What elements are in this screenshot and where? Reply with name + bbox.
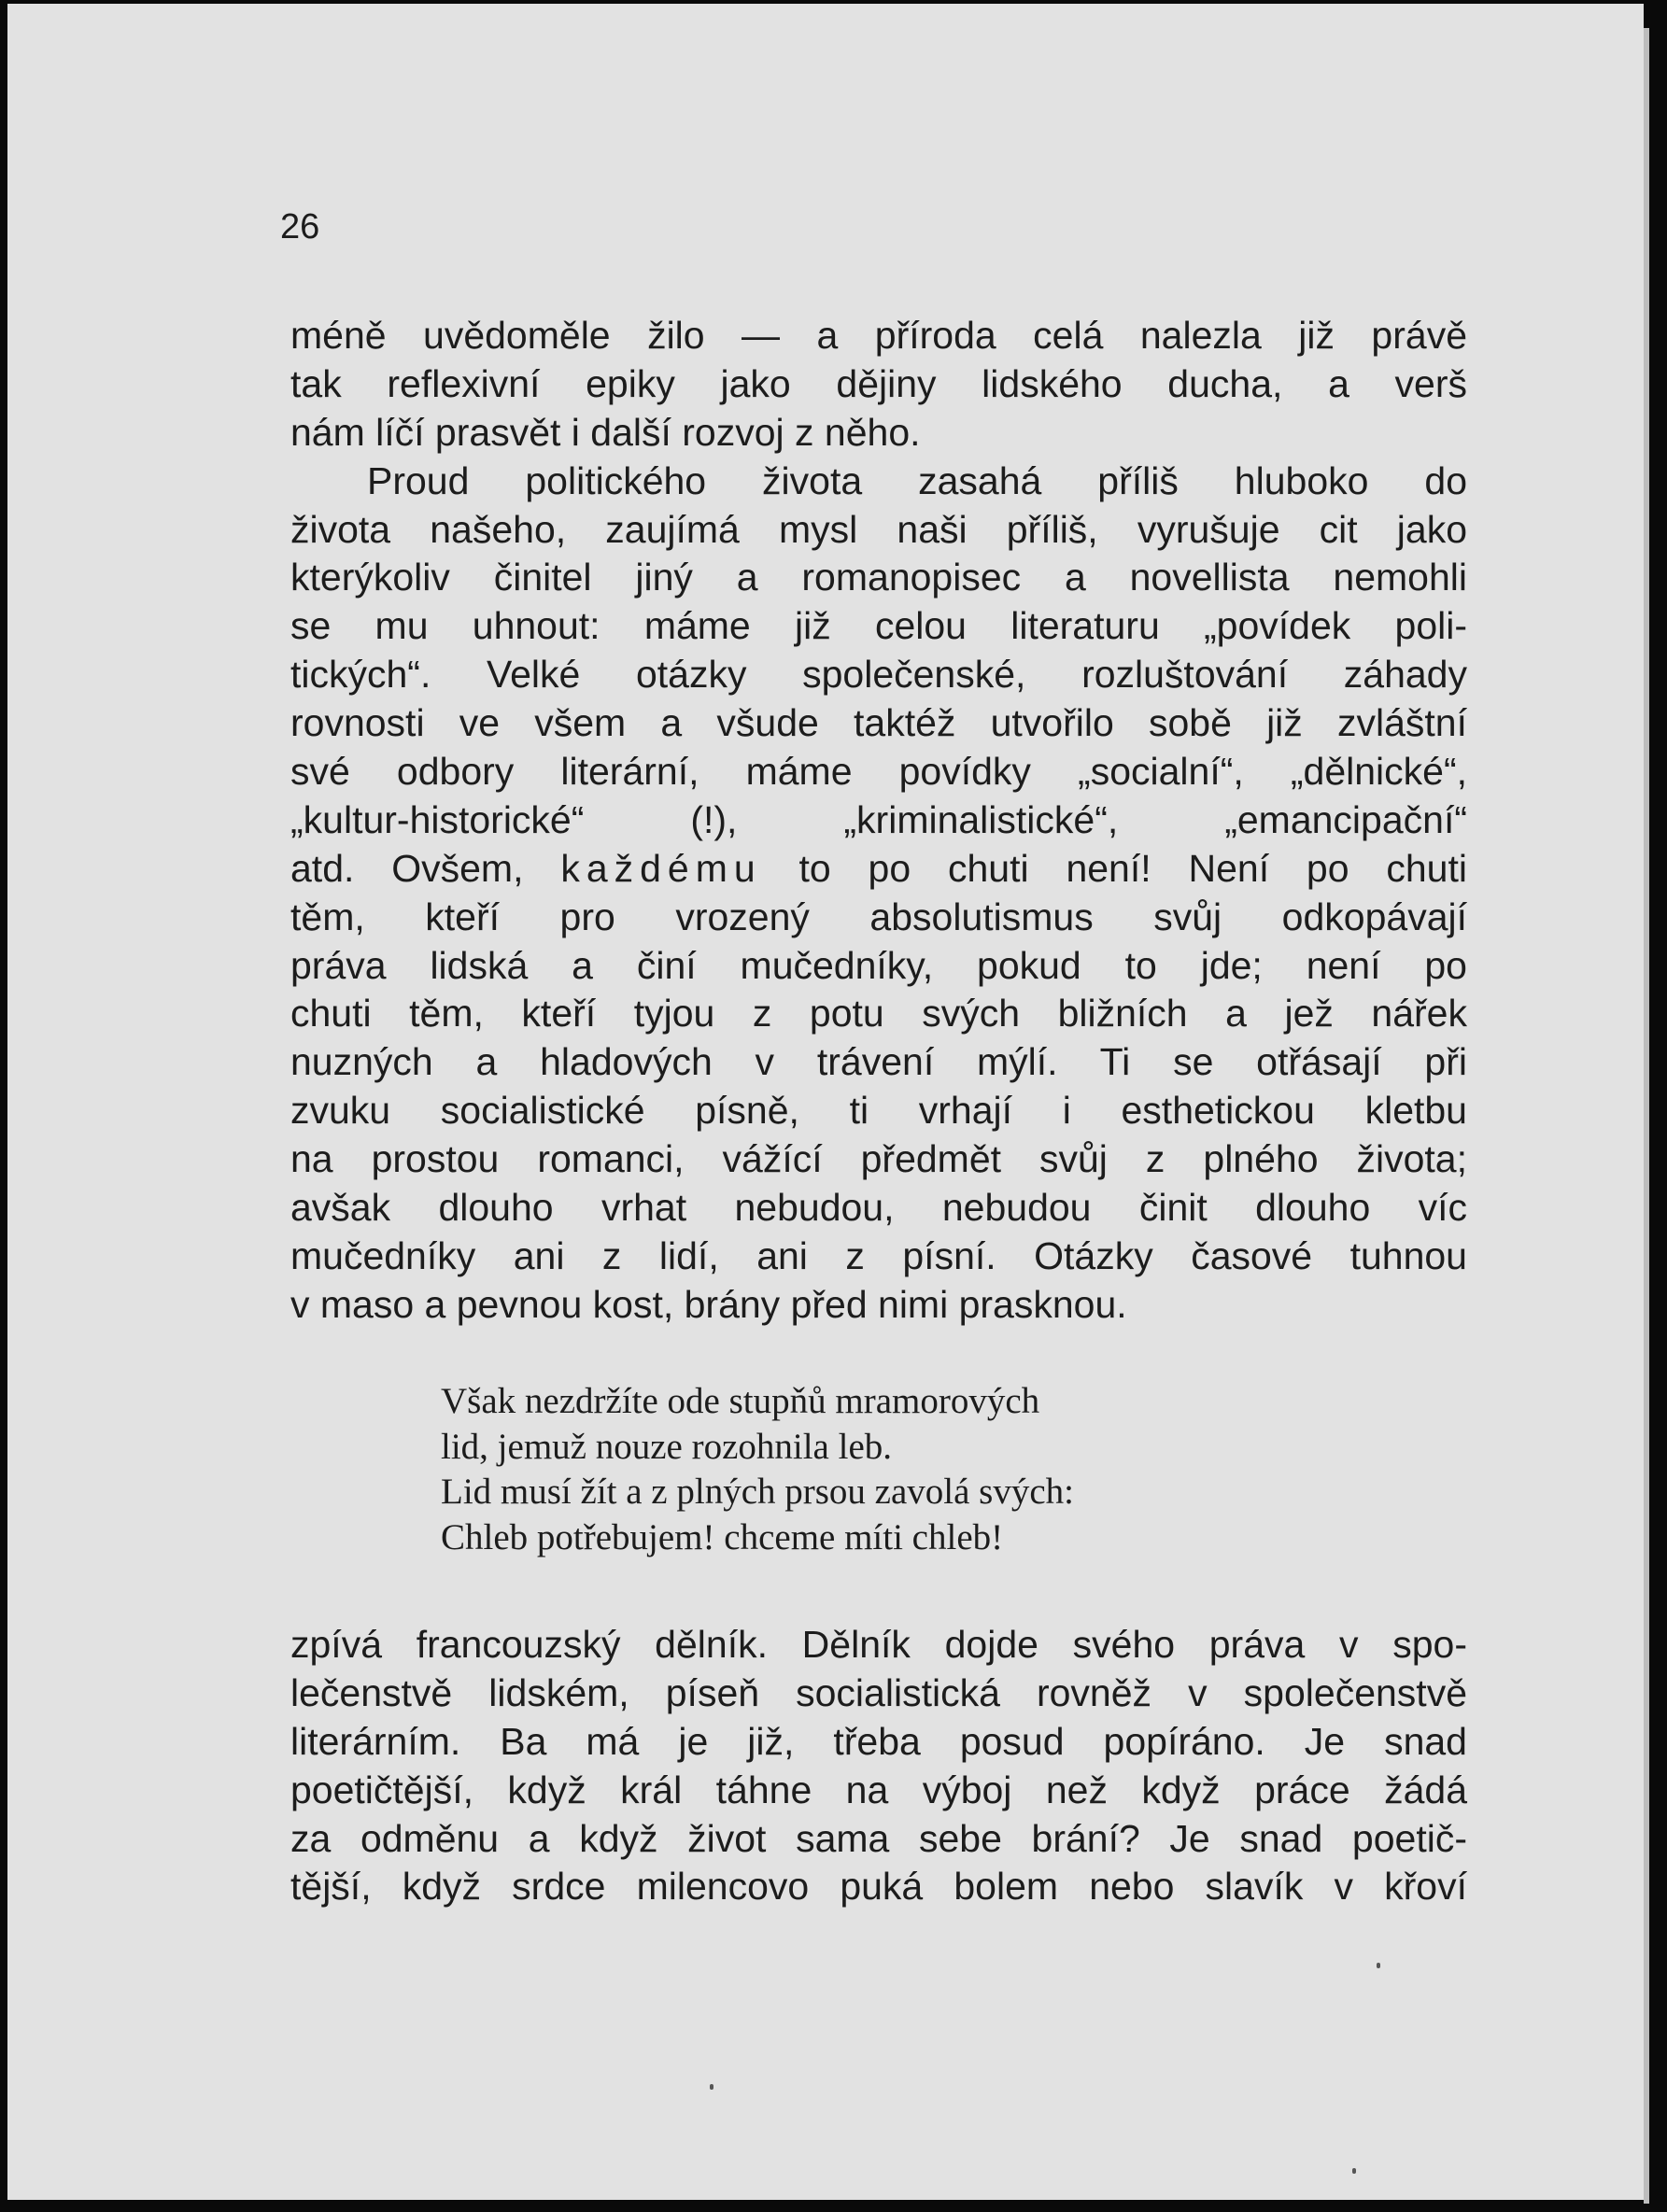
text-line: nuzných a hladových v trávení mýlí. Ti se otřásají při bbox=[290, 1040, 1467, 1084]
text-line: tických“. Velké otázky společenské, rozluštování záhady bbox=[290, 653, 1467, 697]
text-line: života našeho, zaujímá mysl naši příliš, vyrušuje cit jako bbox=[290, 507, 1467, 551]
verse-line: lid, jemuž nouze rozohnila leb. bbox=[441, 1426, 893, 1467]
text-fragment: atd. Ovšem, bbox=[290, 846, 561, 890]
closing-text bbox=[290, 1621, 1467, 1911]
spaced-emphasis: každému bbox=[560, 846, 762, 890]
text-line: nám líčí prasvět i další rozvoj z něho. bbox=[290, 410, 921, 454]
text-line: kterýkoliv činitel jiný a romanopisec a novellista nemohli bbox=[290, 556, 1467, 599]
text-line: „kultur-historické“ (!), „kriminalistické“, „emancipační“ bbox=[290, 797, 1467, 841]
text-fragment: to po chuti není! Není po chuti bbox=[761, 846, 1467, 890]
text-line: své odbory literární, máme povídky „socialní“, „dělnické“, bbox=[290, 750, 1467, 794]
text-line: práva lidská a činí mučedníky, pokud to jde; není po bbox=[290, 943, 1467, 987]
text-line: Proud politického života zasahá příliš hluboko do bbox=[367, 458, 1467, 502]
text-line: chuti těm, kteří tyjou z potu svých bližních a jež nářek bbox=[290, 992, 1467, 1036]
verse-quote bbox=[441, 1379, 1074, 1560]
text-line: se mu uhnout: máme již celou literaturu „povídek poli- bbox=[290, 604, 1467, 648]
book-page bbox=[7, 4, 1644, 2200]
text-line: méně uvědoměle žilo — a příroda celá nalezla již právě bbox=[290, 314, 1467, 357]
print-speck bbox=[1352, 2168, 1356, 2174]
text-line: těm, kteří pro vrozený absolutismus svůj odkopávají bbox=[290, 895, 1467, 938]
text-line: na prostou romanci, vážící předmět svůj z plného života; bbox=[290, 1137, 1467, 1181]
text-line: v maso a pevnou kost, brány před nimi prasknou. bbox=[290, 1282, 1127, 1326]
text-line: tak reflexivní epiky jako dějiny lidského ducha, a verš bbox=[290, 361, 1467, 405]
text-line: zpívá francouzský dělník. Dělník dojde svého práva v spo- bbox=[290, 1623, 1467, 1666]
text-line: lečenstvě lidském, píseň socialistická rovněž v společenstvě bbox=[290, 1670, 1467, 1714]
text-line: poetičtější, když král táhne na výboj než když práce žádá bbox=[290, 1768, 1467, 1811]
text-line: zvuku socialistické písně, ti vrhají i esthetickou kletbu bbox=[290, 1089, 1467, 1133]
verse-line: Lid musí žít a z plných prsou zavolá svých: bbox=[441, 1472, 1075, 1512]
text-line: literárním. Ba má je již, třeba posud popíráno. Je snad bbox=[290, 1719, 1467, 1763]
print-speck bbox=[1377, 1963, 1380, 1968]
print-speck bbox=[710, 2084, 713, 2090]
text-line: tější, když srdce milencovo puká bolem nebo slavík v křoví bbox=[290, 1865, 1467, 1909]
verse-line: Chleb potřebujem! chceme míti chleb! bbox=[441, 1516, 1004, 1557]
text-line: rovnosti ve všem a všude taktéž utvořilo sobě již zvláštní bbox=[290, 701, 1467, 745]
verse-line: Však nezdržíte ode stupňů mramorových bbox=[441, 1381, 1040, 1421]
page-number: 26 bbox=[280, 207, 320, 247]
page-edge bbox=[1644, 28, 1649, 2204]
text-line: avšak dlouho vrhat nebudou, nebudou činit dlouho víc bbox=[290, 1186, 1467, 1230]
text-line-emphasis bbox=[290, 845, 1467, 894]
text-line: mučedníky ani z lidí, ani z písní. Otázky časové tuhnou bbox=[290, 1233, 1467, 1277]
text-line: za odměnu a když život sama sebe brání? Je snad poetič- bbox=[290, 1816, 1467, 1860]
main-text bbox=[290, 312, 1467, 1330]
